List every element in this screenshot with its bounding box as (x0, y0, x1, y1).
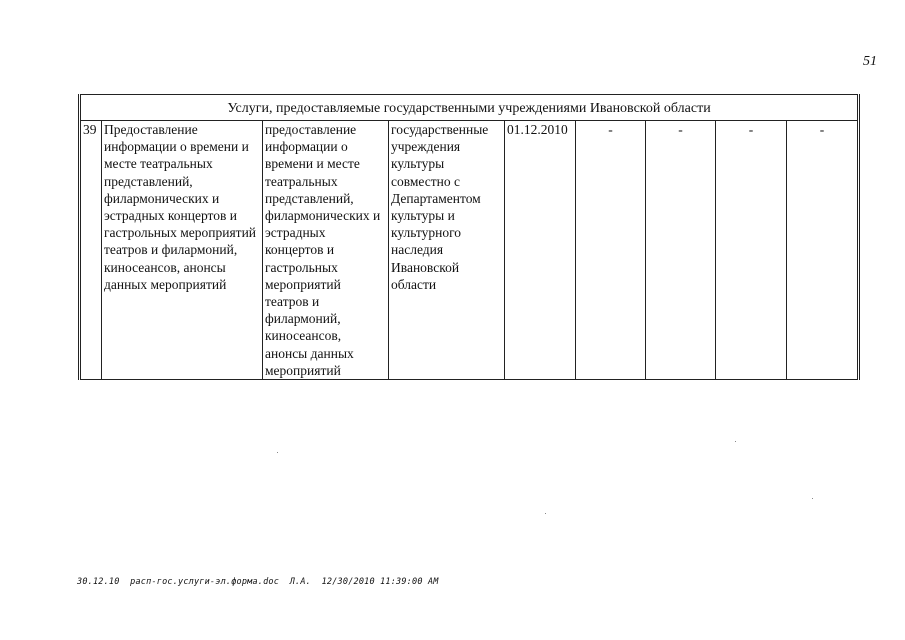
date-cell: 01.12.2010 (505, 121, 576, 380)
col9-cell: - (787, 121, 859, 380)
service-content-cell: предоставление информации о времени и месте театральных представлений, филармонических и эстрадных концертов и гастрольных мероприятий театров и филармоний, киносеансов, анонсы данных мероприятий (263, 121, 389, 380)
scan-speck (735, 441, 736, 442)
provider-cell: государственные учреждения культуры совместно с Департаментом культуры и культурного наследия Ивановской области (389, 121, 505, 380)
section-header-row (80, 95, 859, 121)
scan-speck (277, 452, 278, 453)
document-footer: 30.12.10 pacп-гос.услуги-эл.форма.doc Л.А. 12/30/2010 11:39:00 AM (77, 577, 439, 587)
section-header: Услуги, предоставляемые государственными учреждениями Ивановской области (80, 95, 859, 121)
table-row (80, 121, 859, 380)
page-number: 51 (863, 54, 877, 69)
col8-cell: - (716, 121, 787, 380)
service-name-cell: Предоставление информации о времени и месте театральных представлений, филармонических и эстрадных концертов и гастрольных мероприятий театров и филармоний, киносеансов, анонсы данных мероприятий (102, 121, 263, 380)
row-number: 39 (80, 121, 102, 380)
col6-cell: - (576, 121, 646, 380)
services-table (78, 94, 860, 380)
scan-speck (812, 498, 813, 499)
col7-cell: - (646, 121, 716, 380)
scan-speck (545, 513, 546, 514)
